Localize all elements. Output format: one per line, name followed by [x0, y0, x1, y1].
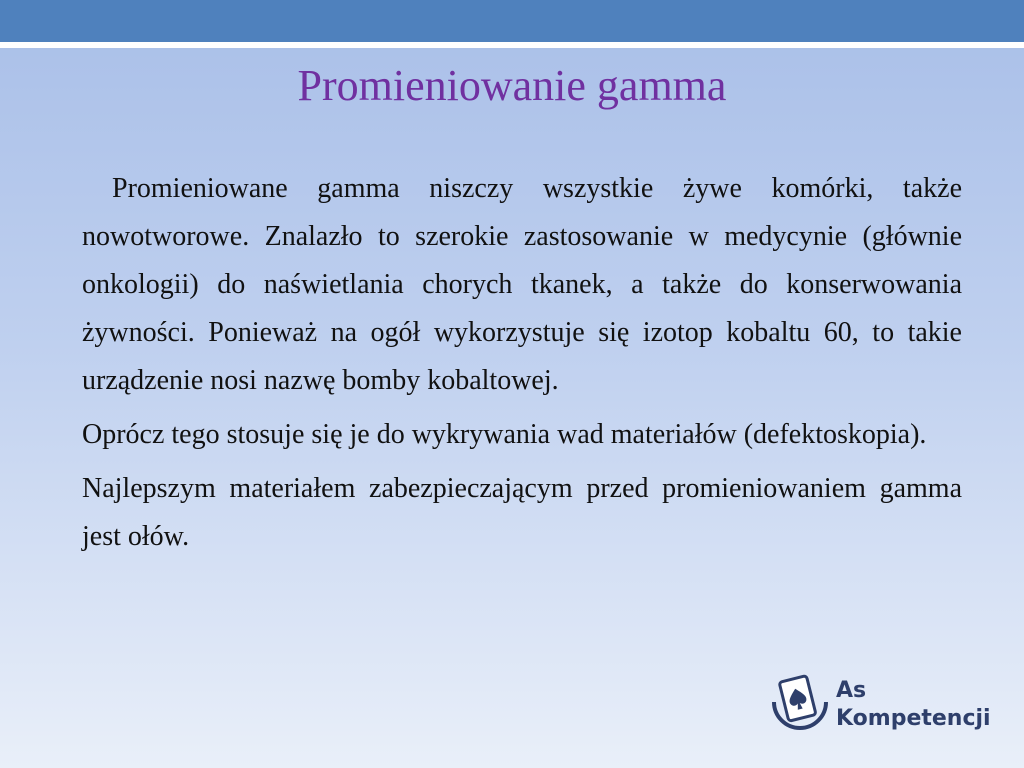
- slide-body: [82, 165, 962, 567]
- spade-card-icon: [768, 672, 832, 744]
- logo-text-as: As: [836, 678, 867, 703]
- slide-title: Promieniowanie gamma: [297, 61, 727, 110]
- logo-text-kompetencji: Kompetencji: [836, 706, 991, 731]
- paragraph-defectoscopy: Oprócz tego stosuje się je do wykrywania wad materiałów (defektoskopia).: [82, 419, 927, 450]
- as-kompetencji-logo: [768, 672, 998, 744]
- header-divider: [0, 42, 1024, 48]
- paragraph-shielding: Najlepszym materiałem zabezpieczającym przed promieniowaniem gamma jest ołów.: [82, 473, 962, 552]
- top-header-band: [0, 0, 1024, 42]
- paragraph-gamma-uses: Promieniowane gamma niszczy wszystkie żywe komórki, także nowotworowe. Znalazło to szerokie zastosowanie w medycynie (głównie onkologii) do naświetlania chorych tkanek, a także do konserwowania żywności. Ponieważ na ogół wykorzystuje się izotop kobaltu 60, to takie urządzenie nosi nazwę bomby kobaltowej.: [82, 173, 962, 396]
